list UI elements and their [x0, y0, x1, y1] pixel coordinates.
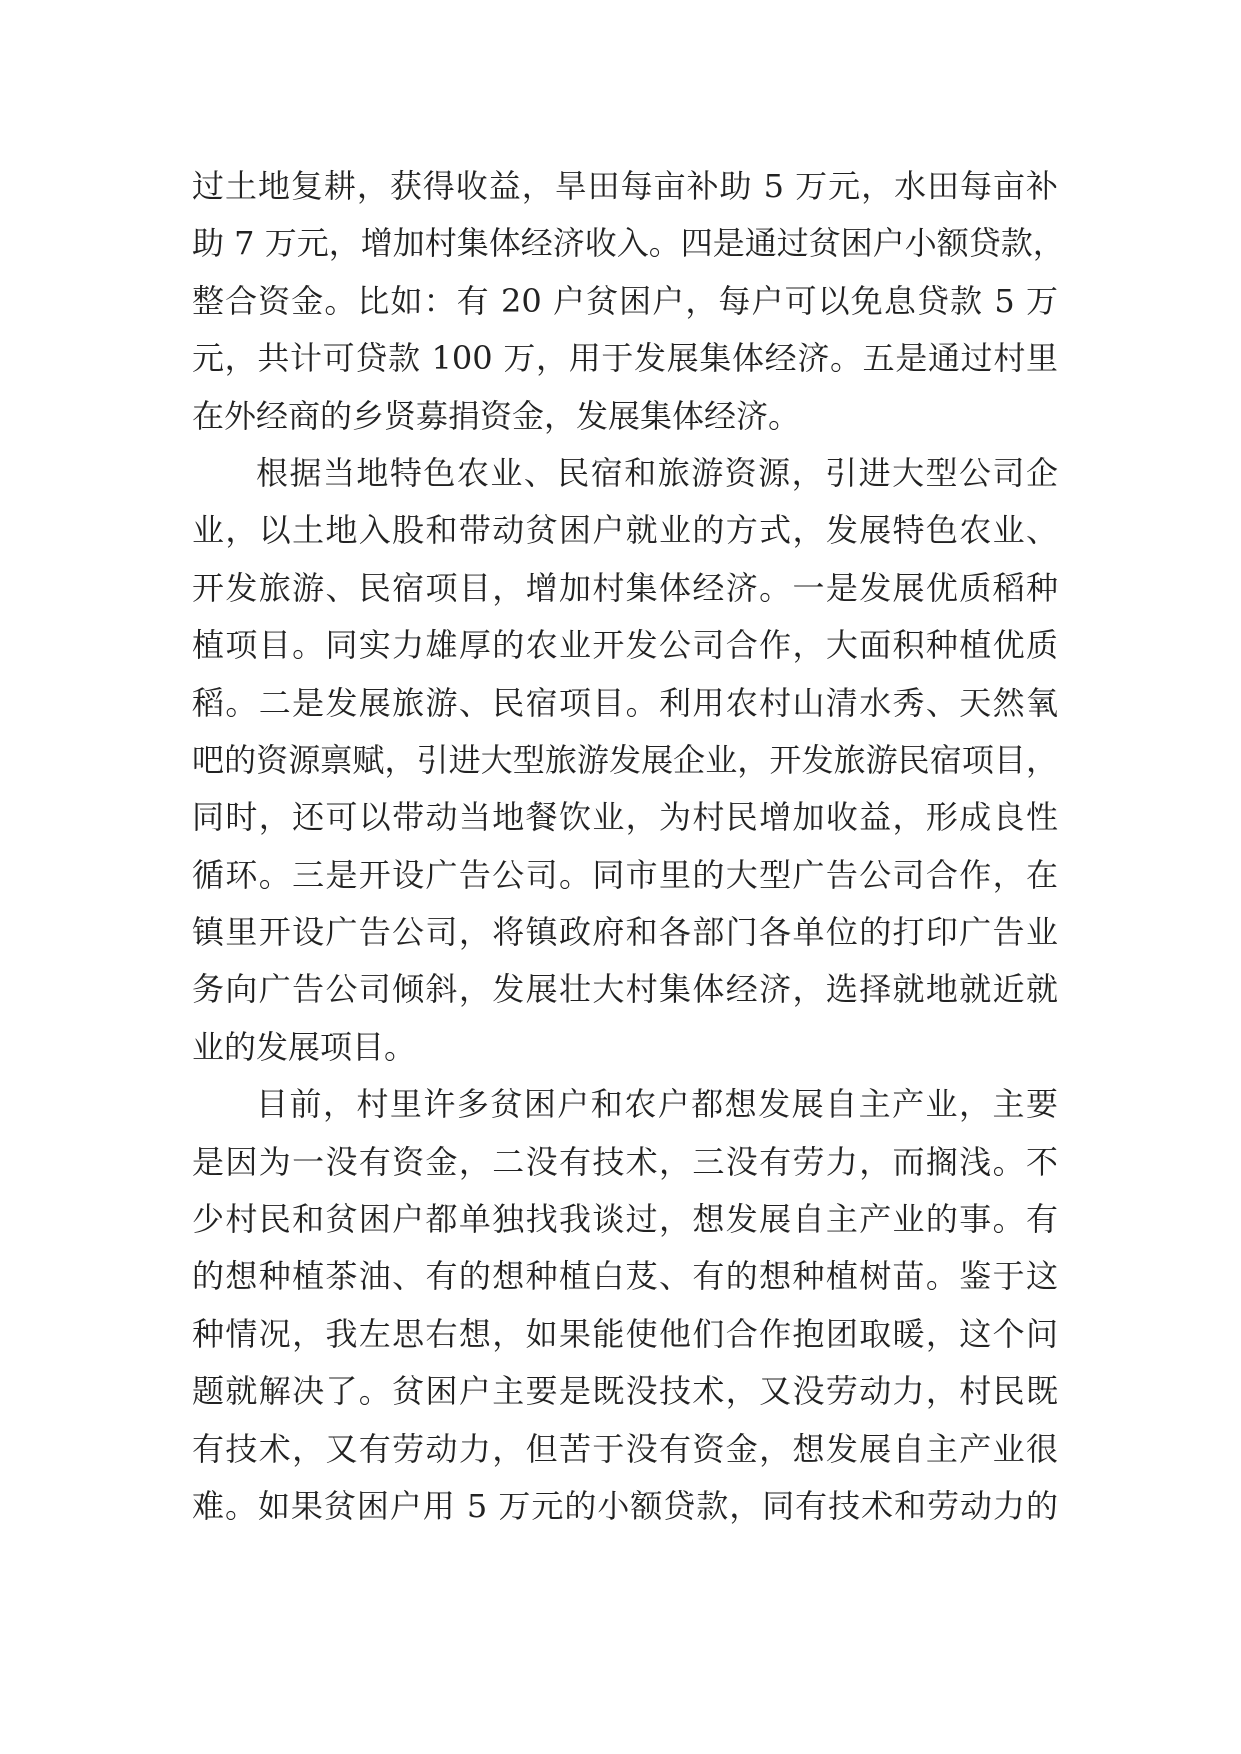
text-line: 过土地复耕，获得收益，旱田每亩补助 5 万元，水田每亩补	[192, 167, 1058, 205]
text-line: 种情况，我左思右想，如果能使他们合作抱团取暖，这个问	[192, 1314, 1058, 1353]
text-line: 整合资金。比如：有 20 户贫困户，每户可以免息贷款 5 万	[192, 281, 1058, 320]
text-line: 助 7 万元，增加村集体经济收入。四是通过贫困户小额贷款，	[192, 224, 1065, 263]
text-line: 务向广告公司倾斜，发展壮大村集体经济，选择就地就近就	[192, 970, 1058, 1009]
text-line: 业的发展项目。	[192, 1027, 417, 1066]
text-line: 在外经商的乡贤募捐资金，发展集体经济。	[192, 396, 801, 435]
text-line: 根据当地特色农业、民宿和旅游资源，引进大型公司企	[256, 453, 1058, 492]
text-line: 目前，村里许多贫困户和农户都想发展自主产业，主要	[256, 1085, 1058, 1124]
text-line: 有技术，又有劳动力，但苦于没有资金，想发展自主产业很	[192, 1429, 1058, 1468]
text-line: 开发旅游、民宿项目，增加村集体经济。一是发展优质稻种	[192, 568, 1058, 607]
text-line: 吧的资源禀赋，引进大型旅游发展企业，开发旅游民宿项目，	[192, 740, 1058, 779]
text-line: 同时，还可以带动当地餐饮业，为村民增加收益，形成良性	[192, 798, 1058, 837]
text-line: 的想种植茶油、有的想种植白芨、有的想种植树苗。鉴于这	[192, 1257, 1058, 1296]
text-line: 循环。三是开设广告公司。同市里的大型广告公司合作，在	[192, 855, 1058, 894]
text-line: 业，以土地入股和带动贫困户就业的方式，发展特色农业、	[192, 511, 1058, 550]
text-line: 难。如果贫困户用 5 万元的小额贷款，同有技术和劳动力的	[192, 1486, 1058, 1525]
text-line: 植项目。同实力雄厚的农业开发公司合作，大面积种植优质	[192, 626, 1058, 665]
text-line: 少村民和贫困户都单独找我谈过，想发展自主产业的事。有	[192, 1200, 1058, 1239]
body-text	[192, 158, 1065, 1535]
text-line: 题就解决了。贫困户主要是既没技术，又没劳动力，村民既	[192, 1372, 1058, 1411]
text-line: 镇里开设广告公司，将镇政府和各部门各单位的打印广告业	[192, 913, 1058, 952]
text-line: 元，共计可贷款 100 万，用于发展集体经济。五是通过村里	[192, 339, 1058, 378]
text-line: 是因为一没有资金，二没有技术，三没有劳力，而搁浅。不	[192, 1142, 1058, 1181]
text-line: 稻。二是发展旅游、民宿项目。利用农村山清水秀、天然氧	[192, 683, 1058, 722]
